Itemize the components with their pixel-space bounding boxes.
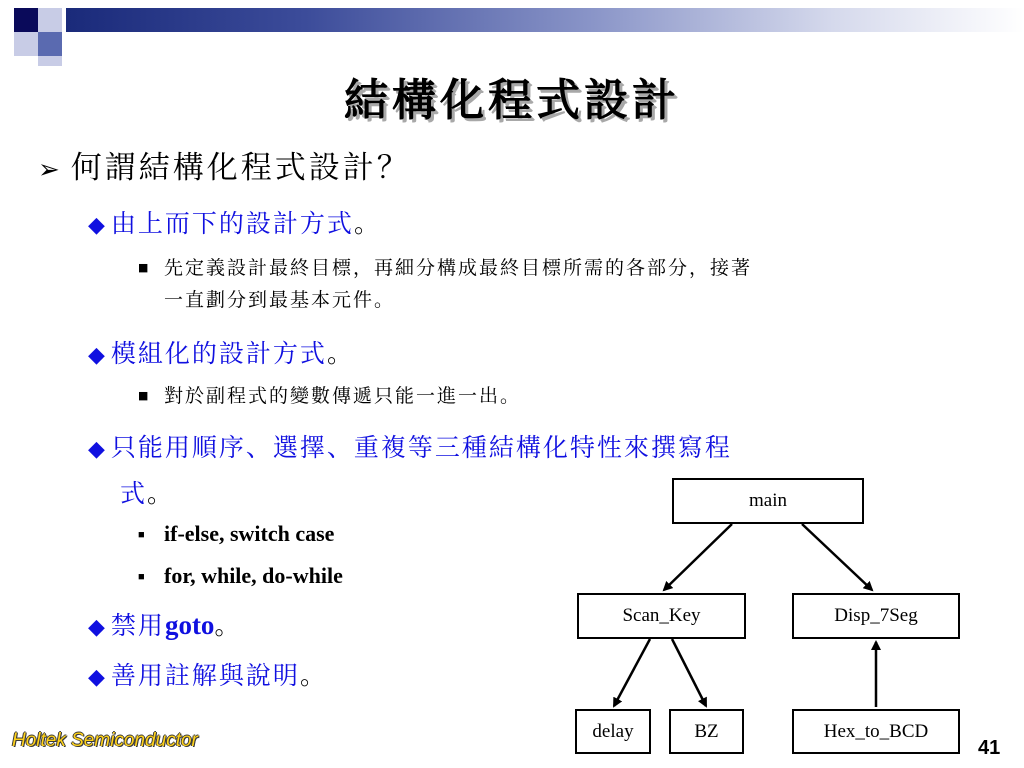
item-suffix: 。 [214,611,242,640]
sub-text-cont: 一直劃分到最基本元件。 [164,289,396,311]
slide-title: 結構化程式設計 [344,75,680,126]
sub-text: if-else, switch case [164,521,335,546]
node-disp-7seg: Disp_7Seg [792,593,960,639]
diamond-icon: ◆ [88,615,107,640]
arrow-scankey-to-bz [672,639,706,706]
square-icon: ■ [138,571,145,583]
square-icon: ■ [138,529,145,541]
node-main: main [672,478,864,524]
sub-text: 對於副程式的變數傳遞只能一進一出。 [164,385,522,407]
diamond-icon: ◆ [88,213,107,238]
footer-company: Holtek Semiconductor [12,730,198,751]
item-suffix: 。 [353,209,381,238]
item-label: 禁用 [110,611,165,640]
node-hex-to-bcd: Hex_to_BCD [792,709,960,754]
square-icon: ■ [138,389,151,402]
diamond-icon: ◆ [88,665,107,690]
item-label: 由上而下的設計方式 [110,209,354,238]
diamond-icon: ◆ [88,437,107,462]
arrow-main-to-disp7seg [802,524,872,590]
sub-text: for, while, do-while [164,563,343,588]
node-bz: BZ [669,709,744,754]
item-suffix: 。 [147,479,175,508]
arrow-scankey-to-delay [614,639,650,706]
square-icon: ■ [138,261,151,274]
sub-text: 先定義設計最終目標，再細分構成最終目標所需的各部分，接著 [164,257,753,279]
heading-text: 何謂結構化程式設計？ [70,150,411,186]
page-number: 41 [978,737,1001,759]
item-label: 只能用順序、選擇、重複等三種結構化特性來撰寫程 [110,433,732,462]
item-label-cont: 式 [120,479,148,508]
arrow-right-icon: ➢ [38,155,63,185]
item-suffix: 。 [299,661,327,690]
node-delay: delay [575,709,651,754]
item-label: 模組化的設計方式 [110,339,327,368]
arrow-main-to-scankey [664,524,732,590]
node-scan-key: Scan_Key [577,593,746,639]
diamond-icon: ◆ [88,343,107,368]
item-label: 善用註解與說明 [110,661,300,690]
item-suffix: 。 [326,339,354,368]
item-label-latin: goto [164,610,215,640]
